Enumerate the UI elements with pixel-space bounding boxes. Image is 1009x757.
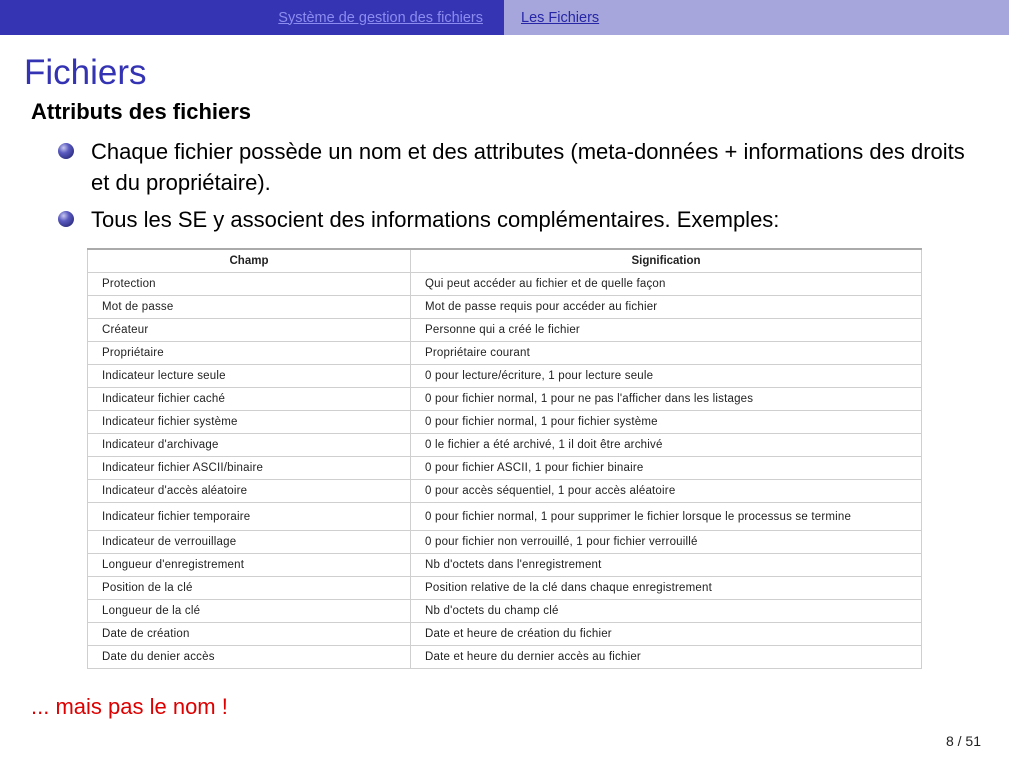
cell-champ: Longueur de la clé: [88, 600, 411, 623]
cell-signification: 0 pour fichier non verrouillé, 1 pour fichier verrouillé: [411, 531, 922, 554]
cell-signification: Personne qui a créé le fichier: [411, 319, 922, 342]
cell-signification: Nb d'octets du champ clé: [411, 600, 922, 623]
bullet-item: [58, 204, 978, 235]
table-header-row: [88, 249, 922, 273]
column-header-champ: Champ: [88, 249, 411, 273]
cell-signification: 0 pour accès séquentiel, 1 pour accès aléatoire: [411, 480, 922, 503]
cell-signification: 0 pour fichier normal, 1 pour ne pas l'afficher dans les listages: [411, 388, 922, 411]
cell-champ: Propriétaire: [88, 342, 411, 365]
nav-subsection-link[interactable]: Les Fichiers: [521, 9, 600, 26]
navigation-bar: [0, 0, 1009, 35]
cell-signification: Qui peut accéder au fichier et de quelle façon: [411, 273, 922, 296]
table-row: [88, 296, 922, 319]
bullet-list: [58, 136, 978, 241]
cell-signification: 0 le fichier a été archivé, 1 il doit être archivé: [411, 434, 922, 457]
table-row: [88, 480, 922, 503]
nav-section-container: [0, 0, 504, 35]
table-row: [88, 503, 922, 531]
nav-subsection-container: [504, 0, 1009, 35]
cell-signification: Position relative de la clé dans chaque enregistrement: [411, 577, 922, 600]
cell-champ: Longueur d'enregistrement: [88, 554, 411, 577]
table-row: [88, 388, 922, 411]
cell-champ: Date de création: [88, 623, 411, 646]
table-row: [88, 342, 922, 365]
frame-title: Fichiers: [24, 53, 147, 92]
cell-champ: Protection: [88, 273, 411, 296]
cell-champ: Indicateur fichier temporaire: [88, 503, 411, 531]
table-row: [88, 273, 922, 296]
table-row: [88, 623, 922, 646]
table-row: [88, 457, 922, 480]
bullet-text: Tous les SE y associent des informations complémentaires. Exemples:: [91, 207, 780, 232]
cell-signification: Date et heure du dernier accès au fichier: [411, 646, 922, 669]
cell-champ: Indicateur d'archivage: [88, 434, 411, 457]
cell-champ: Indicateur fichier système: [88, 411, 411, 434]
cell-signification: 0 pour fichier normal, 1 pour supprimer le fichier lorsque le processus se termine: [411, 503, 922, 531]
cell-champ: Indicateur fichier ASCII/binaire: [88, 457, 411, 480]
table-row: [88, 554, 922, 577]
table-row: [88, 319, 922, 342]
cell-champ: Indicateur de verrouillage: [88, 531, 411, 554]
cell-signification: Mot de passe requis pour accéder au fichier: [411, 296, 922, 319]
cell-champ: Indicateur lecture seule: [88, 365, 411, 388]
cell-champ: Créateur: [88, 319, 411, 342]
block-title: Attributs des fichiers: [31, 99, 252, 124]
table-row: [88, 577, 922, 600]
attributes-table: [87, 248, 922, 669]
ball-bullet-icon: [58, 143, 74, 159]
cell-signification: 0 pour fichier ASCII, 1 pour fichier binaire: [411, 457, 922, 480]
table-row: [88, 531, 922, 554]
cell-signification: Propriétaire courant: [411, 342, 922, 365]
table-row: [88, 365, 922, 388]
table-row: [88, 434, 922, 457]
nav-section-link[interactable]: Système de gestion des fichiers: [278, 9, 483, 26]
column-header-signification: Signification: [411, 249, 922, 273]
cell-signification: Date et heure de création du fichier: [411, 623, 922, 646]
page-number: 8 / 51: [945, 733, 981, 749]
table-row: [88, 411, 922, 434]
cell-signification: Nb d'octets dans l'enregistrement: [411, 554, 922, 577]
cell-champ: Date du denier accès: [88, 646, 411, 669]
bullet-item: [58, 136, 978, 198]
cell-signification: 0 pour lecture/écriture, 1 pour lecture seule: [411, 365, 922, 388]
cell-champ: Indicateur fichier caché: [88, 388, 411, 411]
cell-champ: Indicateur d'accès aléatoire: [88, 480, 411, 503]
ball-bullet-icon: [58, 211, 74, 227]
bullet-text: Chaque fichier possède un nom et des attributes (meta-données + informations des droits et du propriétaire).: [91, 139, 965, 195]
cell-champ: Position de la clé: [88, 577, 411, 600]
table-row: [88, 646, 922, 669]
table-body: [88, 273, 922, 669]
cell-champ: Mot de passe: [88, 296, 411, 319]
footnote: ... mais pas le nom !: [31, 694, 228, 719]
cell-signification: 0 pour fichier normal, 1 pour fichier système: [411, 411, 922, 434]
table-row: [88, 600, 922, 623]
